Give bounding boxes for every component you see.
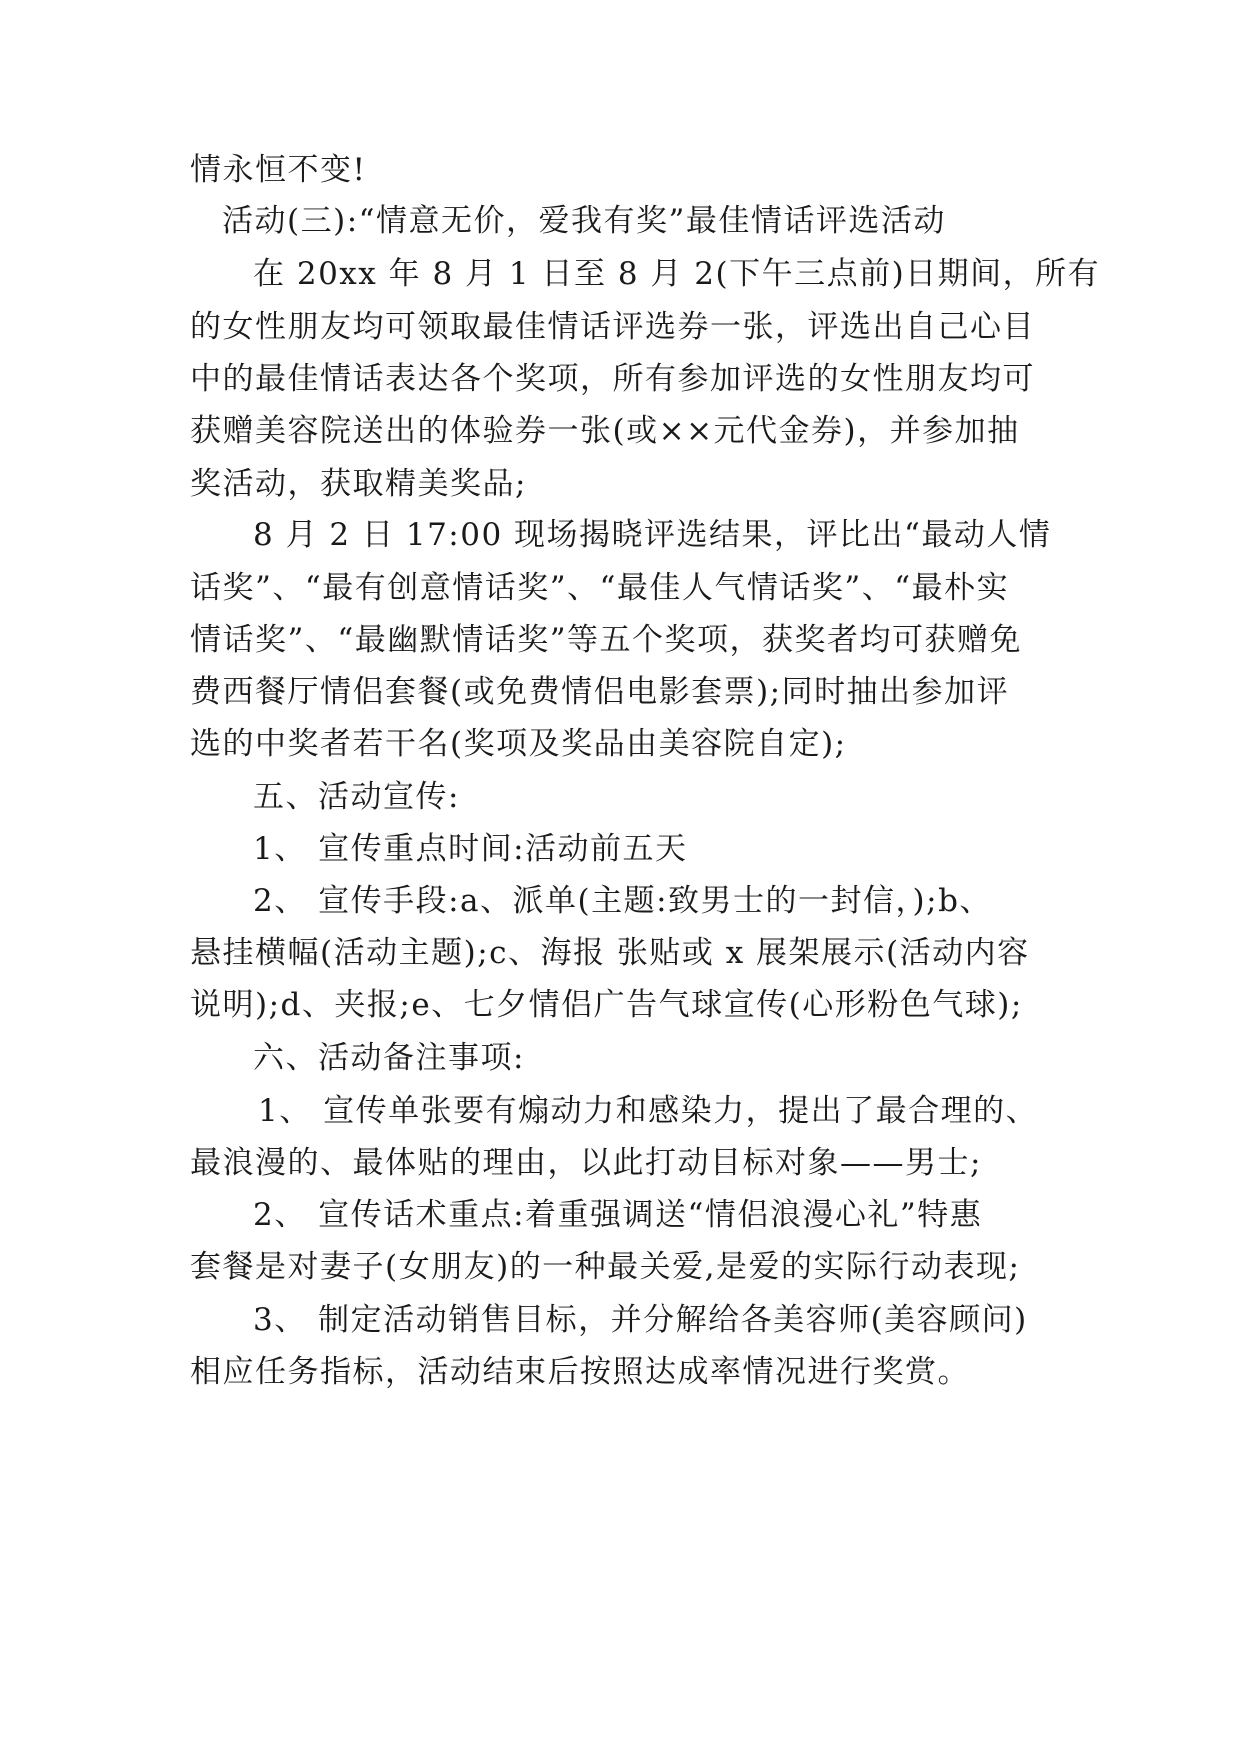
text-line: 悬挂横幅(活动主题);c、海报 张贴或 x 展架展示(活动内容 (190, 935, 1030, 971)
text-line: 选的中奖者若干名(奖项及奖品由美容院自定); (190, 726, 847, 762)
text-line: 套餐是对妻子(女朋友)的一种最关爱,是爱的实际行动表现; (190, 1249, 1021, 1285)
list-item: 2、 宣传手段:a、派单(主题:致男士的一封信，);b、 (253, 883, 992, 919)
text-line: 相应任务指标，活动结束后按照达成率情况进行奖赏。 (190, 1354, 970, 1390)
text-line: 话奖”、“最有创意情话奖”、“最佳人气情话奖”、“最朴实 (190, 570, 1010, 606)
text-line: 获赠美容院送出的体验券一张(或××元代金券)，并参加抽 (190, 413, 1020, 449)
section-heading: 六、活动备注事项: (253, 1040, 525, 1076)
section-heading: 五、活动宣传: (253, 779, 460, 815)
text-line: 8 月 2 日 17:00 现场揭晓评选结果，评比出“最动人情 (253, 517, 1052, 553)
text-line: 最浪漫的、最体贴的理由，以此打动目标对象——男士; (190, 1145, 982, 1181)
text-line: 费西餐厅情侣套餐(或免费情侣电影套票);同时抽出参加评 (190, 674, 1010, 710)
text-line: 情永恒不变! (190, 152, 367, 188)
section-heading: 活动(三):“情意无价，爱我有奖”最佳情话评选活动 (222, 203, 946, 239)
text-line: 情话奖”、“最幽默情话奖”等五个奖项，获奖者均可获赠免 (190, 622, 1023, 658)
list-item: 2、 宣传话术重点:着重强调送“情侣浪漫心礼”特惠 (253, 1197, 983, 1233)
list-item: 1、 宣传重点时间:活动前五天 (253, 831, 688, 867)
text-line: 说明);d、夹报;e、七夕情侣广告气球宣传(心形粉色气球); (190, 987, 1023, 1023)
list-item: 1、 宣传单张要有煽动力和感染力，提出了最合理的、 (258, 1093, 1039, 1129)
text-line: 中的最佳情话表达各个奖项，所有参加评选的女性朋友均可 (190, 361, 1035, 397)
text-line: 的女性朋友均可领取最佳情话评选券一张，评选出自己心目 (190, 309, 1035, 345)
text-line: 奖活动，获取精美奖品; (190, 466, 527, 502)
text-line: 在 20xx 年 8 月 1 日至 8 月 2(下午三点前)日期间，所有 (253, 256, 1101, 292)
list-item: 3、 制定活动销售目标，并分解给各美容师(美容顾问) (253, 1302, 1028, 1338)
